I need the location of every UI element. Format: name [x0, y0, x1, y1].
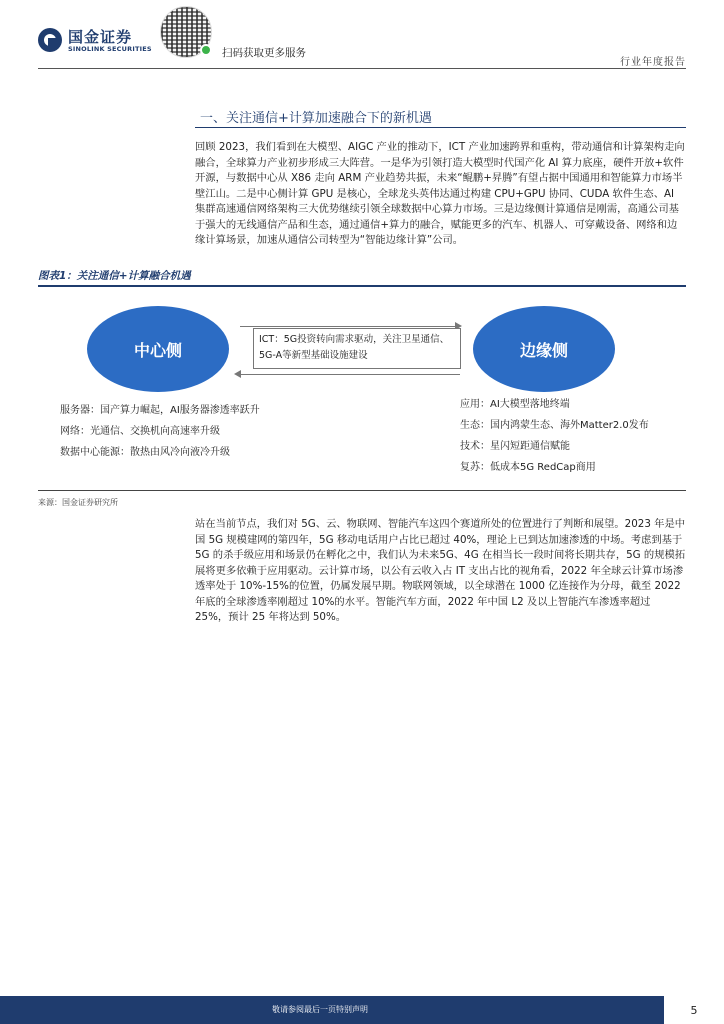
paragraph-review-2023: 回顾 2023，我们看到在大模型、AIGC 产业的推动下，ICT 产业加速跨界和重构，带动通信和计算架构走向融合，全球算力产业初步形成三大阵营。一是华为引领打造大模型时代国产化 AI 算力底座，硬件开放+软件开源，与数据中心从 X86 走向 ARM 产业趋势共振，未来“鲲鹏+昇腾”有望占据中国通用和智能算力市场半壁江山。二是中心侧计算 GPU 是核心，全球龙头英伟达通过构建 CPU+GPU 协同、CUDA 软件生态、AI 集群高速通信网络架构三大优势继续引领全球数据中心算力市场。三是边缘侧计算通信是刚需，高通公司基于强大的无线通信产品和生态，通过通信+算力的融合，赋能更多的汽车、机器人、可穿戴设备、网络和边缘计算场景，加速从通信公司转型为“智能边缘计算”公司。 [195, 141, 685, 246]
center-side-label: 中心侧 [133, 340, 182, 360]
center-side-list [60, 400, 300, 463]
paragraph-track-outlook: 站在当前节点，我们对 5G、云、物联网、智能汽车这四个赛道所处的位置进行了判断和展望。2023 年是中国 5G 规模建网的第四年，5G 移动电话用户占比已超过 40%，理论上已到达加速渗透的中场。考虑到基于 5G 的杀手级应用和场景仍在孵化之中，我们认为未来5G、4G 在相当长一段时间将长期共存，5G 的规模拓展将更多依赖于应用驱动。云计算市场，以公有云收入占 IT 支出占比的视角看，2022 年全球云计算市场渗透率处于 10%-15%的位置，仍属发展早期。物联网领域，以全球潜在 1000 亿连接作为分母，截至 2022 年底的全球渗透率刚超过 10%的水平。智能汽车方面，2022 年中国 L2 及以上智能汽车渗透率超过 25%，预计 25 年将达到 50%。 [195, 518, 686, 623]
logo-en-text: SINOLINK SECURITIES [68, 45, 152, 53]
ict-textbox: ICT：5G投资转向需求驱动，关注卫星通信、5G-A等新型基础设施建设 [253, 328, 461, 369]
page-header [0, 0, 724, 70]
figure-top-rule [38, 285, 686, 287]
figure-source: 来源：国金证券研究所 [38, 498, 118, 507]
arrow-top-line [240, 326, 455, 327]
arrow-bottom-line [240, 374, 460, 375]
document-type: 行业年度报告 [620, 57, 686, 68]
wechat-dot-icon [200, 44, 212, 56]
center-side-circle [87, 306, 229, 392]
list-item: 服务器：国产算力崛起，AI服务器渗透率跃升 [60, 405, 260, 416]
list-item: 复苏：低成本5G RedCap商用 [460, 462, 596, 473]
figure-title: 图表1：关注通信+计算融合机遇 [38, 270, 191, 282]
figure-bottom-rule [38, 490, 686, 491]
logo-cn-text: 国金证券 [68, 28, 133, 46]
list-item: 网络：光通信、交换机向高速率升级 [60, 426, 220, 437]
arrow-left-icon [234, 370, 241, 378]
company-logo [38, 26, 152, 58]
edge-side-label: 边缘侧 [519, 340, 568, 360]
list-item: 技术：星闪短距通信赋能 [460, 441, 570, 452]
footer-disclaimer: 敬请参阅最后一页特别声明 [272, 1005, 368, 1014]
qr-caption: 扫码获取更多服务 [222, 47, 306, 59]
edge-side-list [460, 394, 690, 478]
qr-code-icon[interactable] [160, 6, 212, 58]
edge-side-circle [473, 306, 615, 392]
list-item: 数据中心能源：散热由风冷向液冷升级 [60, 447, 230, 458]
header-divider [38, 68, 686, 69]
section-title: 一、关注通信+计算加速融合下的新机遇 [200, 111, 432, 126]
page-footer [0, 996, 724, 1024]
list-item: 应用：AI大模型落地终端 [460, 399, 570, 410]
list-item: 生态：国内鸿蒙生态、海外Matter2.0发布 [460, 420, 649, 431]
section-divider [195, 127, 686, 128]
page-number: 5 [664, 996, 724, 1024]
logo-mark-icon [38, 28, 62, 52]
